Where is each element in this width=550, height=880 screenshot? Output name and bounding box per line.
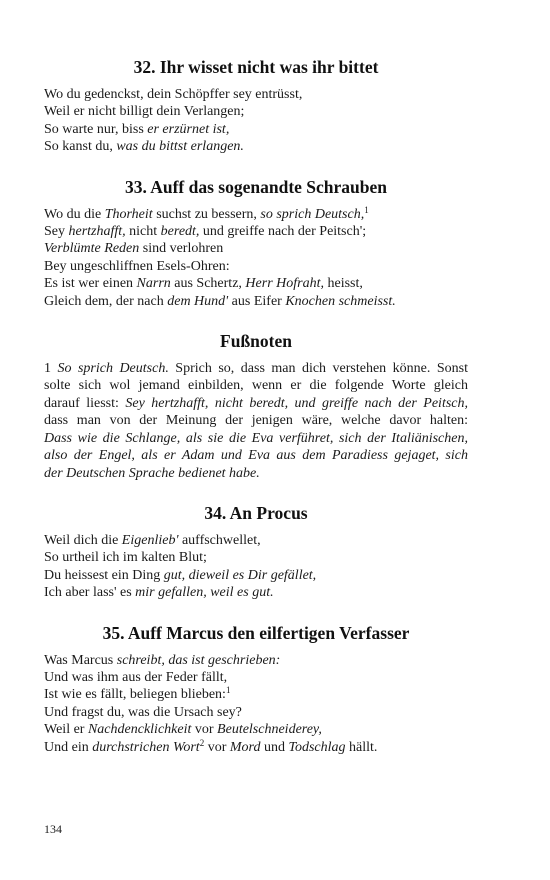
verse-line	[44, 275, 468, 292]
text-run: So kanst du,	[44, 139, 117, 155]
italic-text: gut, dieweil es Dir gefället,	[163, 567, 317, 583]
text-run: Ich aber lass' es	[44, 585, 136, 601]
italic-text: beredt,	[160, 224, 200, 240]
italic-text: hertzhafft,	[68, 224, 126, 240]
verse-line	[44, 121, 468, 138]
footnote-line	[44, 430, 468, 447]
footnote-marker: 1	[364, 204, 369, 215]
poem-title: 35. Auff Marcus den eilfertigen Verfasser	[102, 622, 410, 643]
text-run: und greiffe nach der Peitsch';	[199, 224, 367, 240]
italic-text: mir gefallen, weil es gut.	[135, 585, 274, 601]
text-run: Und was ihm aus der Feder fällt,	[44, 669, 228, 685]
italic-text: Nachdencklichkeit	[87, 722, 192, 738]
poem-title: 33. Auff das sogenandte Schrauben	[124, 176, 388, 197]
text-run: So urtheil ich im kalten Blut;	[44, 550, 207, 566]
text-run: Gleich dem, der nach	[44, 293, 168, 309]
verse-line	[44, 293, 468, 310]
poem-32	[44, 56, 468, 156]
footnote-marker: 1	[225, 685, 231, 696]
verse-line	[44, 584, 468, 601]
poem-35	[44, 622, 468, 756]
text-run: nicht	[125, 224, 161, 240]
text-run: Wo du gedenckst, dein Schöpffer sey entrüsst,	[44, 87, 303, 102]
italic-text: Thorheit	[104, 206, 153, 222]
verse-line	[44, 532, 468, 549]
verse-line	[44, 549, 468, 566]
italic-text: durchstrichen Wort	[92, 739, 200, 755]
poem-title: 32. Ihr wisset nicht was ihr bittet	[133, 57, 379, 77]
footnote-line	[44, 447, 468, 464]
footnotes-title: Fußnoten	[220, 331, 292, 352]
poem-body	[44, 206, 468, 310]
footnote-line	[44, 395, 468, 412]
italic-text: schreibt, das ist geschrieben:	[116, 652, 281, 668]
page-content	[44, 56, 468, 776]
text-run: Weil dich die	[44, 532, 122, 548]
text-run: Du heissest ein Ding	[44, 567, 164, 583]
verse-line	[44, 721, 468, 738]
page-number: 134	[44, 822, 62, 836]
text-run: 1	[44, 361, 58, 377]
text-run: vor	[204, 739, 230, 755]
text-run: darauf liesst:	[44, 395, 126, 411]
verse-line	[44, 686, 468, 703]
text-run: Was Marcus	[44, 652, 117, 668]
footnote-line	[44, 465, 468, 482]
text-run: auffschwellet,	[178, 532, 261, 548]
italic-text: also der Engel, als er Adam und Eva aus dem Paradiess gejaget, sich	[44, 448, 468, 464]
text-run: Weil er	[44, 722, 88, 738]
italic-text: Verblümte Reden	[44, 241, 140, 257]
italic-text: Knochen schmeisst.	[285, 293, 396, 309]
text-run: Ist wie es fällt, beliegen blieben:	[44, 687, 226, 703]
verse-line	[44, 739, 468, 756]
poem-33	[44, 176, 468, 310]
footnotes-section	[44, 330, 468, 482]
italic-text: Eigenlieb'	[121, 532, 179, 548]
italic-text: Herr Hofraht,	[245, 276, 324, 292]
verse-line	[44, 567, 468, 584]
poem-body	[44, 86, 468, 156]
text-run: hällt.	[345, 739, 378, 755]
italic-text: Mord	[229, 739, 261, 755]
italic-text: So sprich Deutsch.	[57, 361, 169, 377]
italic-text: Todschlag	[288, 739, 346, 755]
italic-text: was du bittst erlangen.	[116, 139, 244, 155]
text-run: Es ist wer einen	[44, 276, 137, 292]
text-run: suchst zu bessern,	[152, 206, 261, 222]
text-run: Wo du die	[44, 206, 105, 222]
text-run: sind verlohren	[139, 241, 224, 257]
verse-line	[44, 206, 468, 223]
text-run: solte sich wol jemand einbilden, wenn er die folgende Worte gleich	[44, 378, 468, 394]
poem-34	[44, 502, 468, 602]
italic-text: so sprich Deutsch,	[260, 206, 365, 222]
text-run: So warte nur, biss	[44, 121, 148, 137]
verse-line	[44, 652, 468, 669]
text-run: Weil er nicht billigt dein Verlangen;	[44, 104, 245, 120]
text-run: Bey ungeschliffnen Esels-Ohren:	[44, 258, 230, 274]
italic-text: dem Hund'	[167, 293, 229, 309]
footnote-marker: 2	[199, 737, 205, 748]
italic-text: Sey hertzhafft, nicht beredt, und greiffe nach der Peitsch,	[125, 395, 469, 411]
verse-line	[44, 103, 468, 120]
text-run: Und fragst du, was die Ursach sey?	[44, 704, 242, 720]
text-run: Und ein	[44, 739, 93, 755]
poem-body	[44, 532, 468, 602]
italic-text: der Deutschen Sprache bedienet habe.	[44, 465, 260, 481]
verse-line	[44, 138, 468, 155]
text-run: Sprich so, dass man dich verstehen könne. Sonst	[168, 361, 468, 377]
text-run: aus Schertz,	[170, 276, 246, 292]
footnote-line	[44, 412, 468, 429]
text-run: und	[260, 739, 289, 755]
footnote-line	[44, 377, 468, 394]
italic-text: Beutelschneiderey,	[217, 722, 322, 738]
italic-text: Narrn	[136, 276, 171, 292]
text-run: heisst,	[323, 276, 363, 292]
italic-text: er erzürnet ist,	[147, 121, 230, 137]
verse-line	[44, 704, 468, 721]
text-run: vor	[191, 722, 218, 738]
verse-line	[44, 223, 468, 240]
footnote-line	[44, 360, 468, 377]
footnote-body	[44, 360, 468, 482]
text-run: aus Eifer	[228, 293, 286, 309]
poem-body	[44, 652, 468, 756]
verse-line	[44, 240, 468, 257]
verse-line	[44, 86, 468, 103]
poem-title: 34. An Procus	[204, 502, 308, 523]
text-run: dass man von der Meinung der jenigen wäre, welche davor halten:	[44, 413, 468, 429]
italic-text: Dass wie die Schlange, als sie die Eva verführet, sich der Italiänischen,	[44, 430, 468, 446]
verse-line	[44, 669, 468, 686]
verse-line	[44, 258, 468, 275]
text-run: Sey	[44, 224, 69, 240]
